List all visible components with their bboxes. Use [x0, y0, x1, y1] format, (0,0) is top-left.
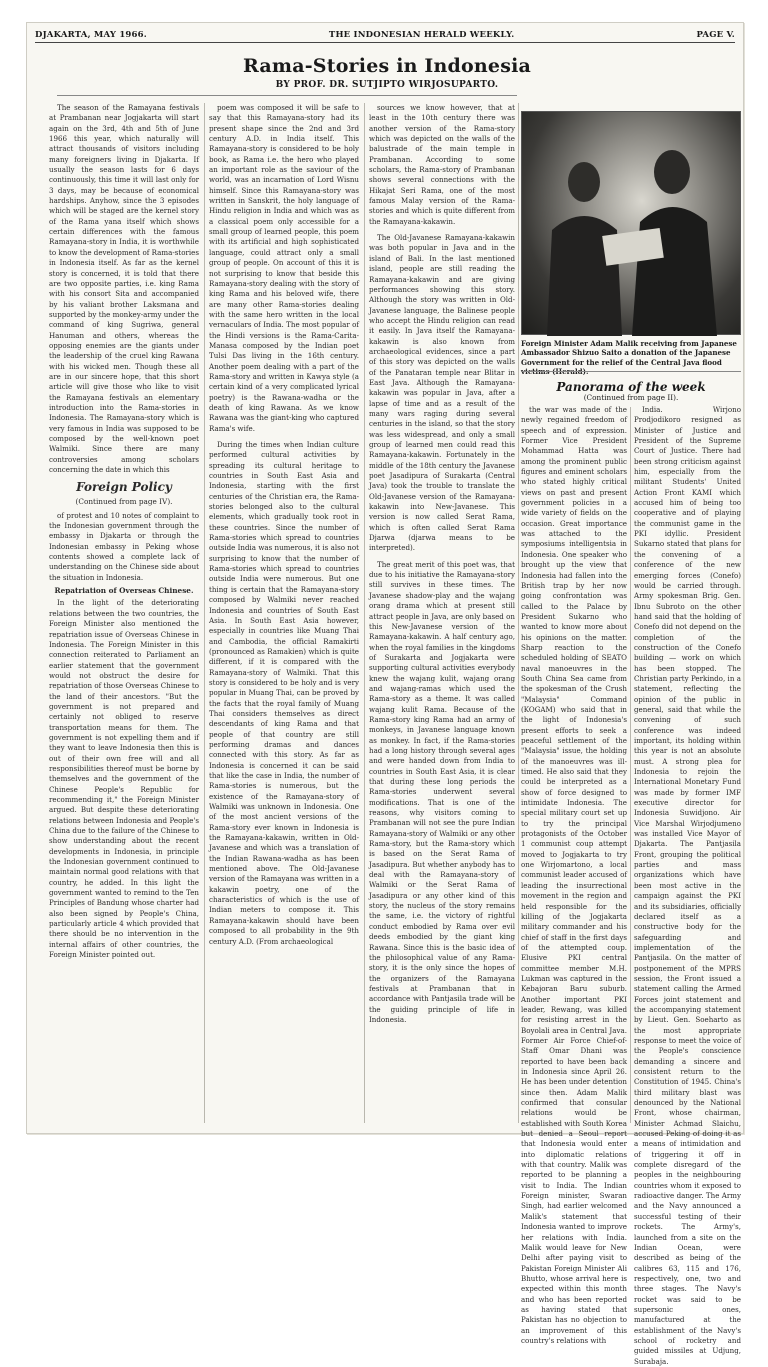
article-paragraph: The Old-Javanese Ramayana-kakawin was both popular in Java and in the island of Bali. In the last mentioned island, people are still reading the Ramayana-kakawin and are giving performances showing this story. Although the story was written in Old-Javanese language, the Balinese people who accept the Hindu religion can read it easily. In Java itself the Ramayana-kakawin is also known from archaeological evidences, since a part of this story was depicted on the walls of the Panataran temple near Blitar in East Java. Although the Ramayana-kakawin was popular in Java, after a lapse of time and as a result of the many wars raging during several centuries in the island, so that the story was less widespread, and only a small group of learned men could read this Ramayana-kakawin. Fortunately in the middle of the 18th century the Javanese poet Jasadipura of Surakarta (Central Java) took the trouble to translate the Old-Javanese version of the Ramayana-kakawin into New-Javanese. This version is now called Serat Rama, which is often called Serat Rama Djarwa (djarwa means to be interpreted). — [369, 233, 515, 553]
title-rule — [57, 95, 517, 96]
page-header — [35, 27, 735, 43]
photo-caption: Foreign Minister Adam Malik receiving from Japanese Ambassador Shizuo Saito a donation of the Japanese Government for the relief of the Central Java flood — [521, 339, 737, 367]
article-paragraph: The season of the Ramayana festivals at Prambanan near Jogjakarta will start again on the 3rd, 4th and 5th of June 1966 this year, which naturally will attract thousands of visitors including many foreigners living in Djakarta. If usually the season lasts for 6 days continuously, this time it will last only for 3 days, may be because of economical hardships. Anyhow, since the 3 episodes which will be staged are the kernel story of the Rama yana itself which shows certain differences with the famous Ramayana-story in India, it is worthwhile to know the development of Rama-stories in Indonesia itself. As far as the kernel story is concerned, it is told that there are two opposite parties, i.e. king Rama with his consort Sita and accompanied by his valiant brother Laksmana and supported by the monkey-army under the command of king Sugriwa, general Hanuman and others, whereas the opposing enemies are the giants under the leadership of the cruel king Rawana with his wicked men. Though these all are in our sincere hope, that this short article will give those who like to visit the Ramayana festivals an elementary introduction into the Rama-stories in Indonesia. The Ramayana-story which is very famous in India was supposed to be composed by the well-known poet Walmiki. Since there are many controversies among scholars concerning the date in which this — [49, 103, 199, 475]
section-title-panorama: Panorama of the week — [556, 380, 706, 394]
repatriation-subhead: Repatriation of Overseas Chinese. — [54, 586, 194, 596]
article-title: Rama-Stories in Indonesia — [242, 55, 532, 77]
header-dateline: DJAKARTA, MAY 1966. — [35, 29, 147, 40]
news-photo — [521, 111, 741, 335]
column-3 — [369, 103, 515, 1127]
column-divider — [630, 407, 631, 1123]
newspaper-page — [26, 22, 744, 1366]
header-masthead: THE INDONESIAN HERALD WEEKLY. — [328, 29, 515, 40]
section-rule — [521, 371, 741, 372]
repatriation-paragraph: In the light of the deteriorating relations between the two countries, the Foreign Minister also mentioned the repatriation issue of Overseas Chinese in Indonesia. The Foreign Minister in this connection reiterated to Parliament an earlier statement that the government would not obstruct the desire for repatriation of those Overseas Chinese to the land of their ancestors. "But the government is not prepared and certainly not obliged to reserve transportation means for them. The government is not expelling them and if they want to leave Indonesia then this is out of their own free will and all responsibilities thereof must be borne by themselves and the government of the Chinese People's Republic for recommending it," the Foreign Minister argued. But despite these deteriorating relations between Indonesia and People's China due to the failure of the Chinese to show understanding about the recent developments in Indonesia, in principle the Indonesian government continued to maintain normal good relations with that country, he added. In this light the government wanted to remind to the Ten Principles of Bandung whose charter had also been signed by People's China, particularly article 4 which provided that there should be no intervention in the internal affairs of other countries, the Foreign Minister pointed out. — [49, 598, 199, 960]
article-byline: BY PROF. DR. SUTJIPTO WIRJOSUPARTO. — [275, 80, 499, 90]
panorama-paragraph: India. Wirjono Prodjodikoro resigned as Minister of Justice and President of the Supreme Court of Justice. There had been strong criticism against him, especially from the militant Students' United Action Front KAMI which accused him of being too cooperative and of playing the communist game in the PKI idyllic. President Sukarno stated that plans for the convening of a conference of the new emerging forces (Conefo) would be carried through. Army spokesman Brig. Gen. Ibnu Subroto on the other hand said that the holding of Conefo did not depend on the completion of the construction of the Conefo building — work on which has been stopped. The Christian party Perkindo, in a statement, reflecting the opinion of the public in general, said that while the convening of such conference was indeed important, its holding within this year is not an absolute must. A strong plea for Indonesia to rejoin the International Monetary Fund was made by former IMF executive director for Indonesia Suwidjono. Air Vice Marshal Wirjodjumeno was installed Vice Mayor of Djakarta. The Pantjasila Front, grouping the political parties and mass organizations which have been most active in the campaign against the PKI and its subsidiaries, officially declared itself as a constructive body for the safeguarding and implementation of the Pantjasila. On the matter of postponement of the MPRS session, the Front issued a statement calling the Armed Forces joint statement and the accompanying statement by Lieut. Gen. Soeharto as the most appropriate response to meet the voice of the People's conscience demanding a sincere and consistent return to the Constitution of 1945. China's third military blast was denounced by the National Front, whose chairman, Minister Achmad Slaichu, accused Peking of doing it as a means of intimidation and of triggering it off in complete disregard of the peoples in the neighbouring countries whom it exposed to radioactive danger. The Army and the Navy announced a successful testing of their rockets. The Army's, launched from a site on the Indian Ocean, were described as being of the calibres 63, 115 and 176, respectively, one, two and three stages. The Navy's rocket was said to be supersonic ones, manufactured at the establishment of the Navy's school of rocketry and guided missiles at Udjung, Surabaja. — [634, 405, 741, 1366]
article-paragraph: sources we know however, that at least in the 10th century there was another version of the Rama-story which was depicted on the walls of the balustrade of the main temple in Prambanan. According to some scholars, the Rama-story of Prambanan shows several connections with the Hikajat Seri Rama, one of the most famous Malay version of the Rama-stories and which is quite different from the Ramayana-kakawin. — [369, 103, 515, 226]
foreign-policy-paragraph: of protest and 10 notes of complaint to the Indonesian government through the embassy in Djakarta or through the Indonesian embassy in Peking whose contents showed a complete lack of understanding on the Chinese side about the situation in Indonesia. — [49, 510, 199, 582]
column-1 — [49, 103, 199, 1127]
panorama-column-left — [521, 405, 627, 1345]
section-title-foreign-policy: Foreign Policy — [76, 480, 172, 495]
column-divider — [518, 103, 519, 1123]
article-paragraph: The great merit of this poet was, that due to his initiative the Ramayana-story still survives in these times. The Javanese shadow-play and the wajang orang drama which at present still attract people in Java, are only based on this New-Javanese version of the Ramayana-kakawin. A half century ago, when the royal families in the kingdoms of Surakarta and Jogjakarta were supporting cultural activities everybody knew the wajang kulit, wajang orang and wajang-ramas which used the Rama-story as a theme. It was called wajang kulit Rama. Because of the Rama-story king Rama had an army of monkeys, in Javanese language known as monkey. In fact, if the Rama-stories had a long history through several ages and were handed down from India to countries in South East Asia, it is clear that during these long periods the Rama-stories underwent several modifications. That is one of the reasons, why visitors coming to Prambanan will not see the pure Indian Ramayana-story of Walmiki or any other Rama-story, but the Rama-story which is based on the Serat Rama of Jasadipura. But whether anybody has to deal with the Ramayana-story of Walmiki or the Serat Rama of Jasadipura or any other kind of this story, the nucleus of the story remains the same, i.e. the victory of rightful conduct embodied by Rama over evil deeds embodied by the giant king Rawana. Since this is the basic idea of the philosophical value of any Rama-story, it is the only since the hopes of the organizers of the Ramayana festivals at Prambanan that in accordance with Pantjasila trade will be the guiding principle of life in Indonesia. — [369, 559, 515, 1024]
article-paragraph: poem was composed it will be safe to say that this Ramayana-story had its present shape since the 2nd and 3rd century A.D. in India itself. This Ramayana-story is considered to be holy book, as Rama i.e. the hero who played an important role as the saviour of the world, was an incarnation of Lord Wisnu himself. Since this Ramayana-story was written in Sanskrit, the holy language of Hindu religion in India and which was as a classical poem only accessible for a small group of learned people, this poem with its artificial and high sophisticated language, could attract only a small group of people. On account of this it is not surprising to know that beside this Ramayana-story dealing with the story of king Rama and his beloved wife, there are many other Rama-stories dealing with the same hero written in the local vernaculars of India. The most popular of the Hindi versions is the Rama-Carita-Manasa composed by the Indian poet Tulsi Das living in the 16th century. Another poem dealing with a part of the Rama-story and written in Kawya style (a certain kind of a very complicated lyrical poetry) is the Rawana-wadha or the death of king Rawana. As we know Rawana was the giant-king who captured Rama's wife. — [209, 103, 359, 433]
column-divider — [364, 103, 365, 1123]
continued-note: (Continued from page II). — [583, 393, 679, 402]
article-paragraph: During the times when Indian culture performed cultural activities by spreading its cultural heritage to countries in South East Asia and Indonesia, starting with the first centuries of the Christian era, the Rama-stories belonged also to the cultural elements, which gradually took root in these countries. Since the number of Rama-stories which spread to countries outside India was numerous, it is also not surprising to know that the number of Rama-stories which spread to countries outside India were numerous. But one thing is certain that the Ramayana-story composed by Walmiki never reached Indonesia and countries of South East Asia. In South East Asia however, especially in countries like Muang Thai and Cambodia, the official Ramakirti (pronounced as Ramakien) which is quite different, if it is compared with the Ramayana-story of Walmiki. That this story is considered to be holy and is very popular in Muang Thai, can be proved by the facts that the royal family of Muang Thai considers themselves as direct descendants of king Rama and that people of that country are still performing dramas and dances connected with this story. As far as Indonesia is concerned it can be said that like the case in India, the number of Rama-stories is numerous, but the existence of the Ramayana-story of Walmiki was unknown in Indonesia. One of the most ancient versions of the Rama-story ever known in Indonesia is the Ramayana-kakawin, written in Old-Javanese and which was a translation of the Indian Rawana-wadha as has been mentioned above. The Old-Javanese version of the Ramayana was written in a kakawin poetry, one of the characteristics of which is the use of Indian meters to compose it. This Ramayana-kakawin should have been composed to all probability in the 9th century A.D. (From archaeological — [209, 440, 359, 946]
panorama-column-right — [634, 405, 741, 1366]
header-page-number: PAGE V. — [696, 29, 735, 40]
panorama-paragraph: the war was made of the newly regained freedom of speech and of expression. Former Vice President Mohammad Hatta was among the prominent public figures and eminent scholars who stated highly critical views on past and present government policies in a wide variety of fields on the occasion. Great importance was attached to the symposiums intelligentsia in Indonesia. One speaker who brought up the view that Indonesia had fallen into the British trap by her now going confrontation was called to the Palace by President Sukarno who wanted to know more about his opinions on the matter. Sharp reaction to the scheduled holding of SEATO naval manoeuvres in the South China Sea came from the spokesman of the Crush "Malaysia" Command (KOGAM) who said that in the light of Indonesia's present efforts to seek a peaceful settlement of the "Malaysia" issue, the holding of the manoeuvres was ill-timed. He also said that they could be interpreted as a show of force designed to intimidate Indonesia. The special military court set up to try the principal protagonists of the October 1 communist coup attempt moved to Jogjakarta to try one Wirjomartono, a local communist leader accused of leading the insurrectional movement in the region and held responsible for the killing of the Jogjakarta military commander and his chief of staff in the first days of the attempted coup. Elusive PKI central committee member M.H. Lukman was captured in the Kebajoran Baru suburb. Another important PKI leader, Rewang, was killed for resisting arrest in the Boyolali area in Central Java. Former Air Force Chief-of-Staff Omar Dhani was reported to have been back in Indonesia since April 26. He has been under detention since then. Adam Malik confirmed that consular relations would be established with South Korea but denied a Seoul report that Indonesia would enter into diplomatic relations with that country. Malik was reported to be planning a visit to India. The Indian Foreign minister, Swaran Singh, had earlier welcomed Malik's statement that Indonesia wanted to improve her relations with India. Malik would leave for New Delhi after paying visit to Pakistan Foreign Minister Ali Bhutto, whose arrival here is expected within this month and who has been reported as having stated that Pakistan has no objection to an improvement of this country's relations with — [521, 405, 627, 1345]
photo-figures-image — [522, 112, 742, 336]
column-divider — [204, 103, 205, 1123]
column-2 — [209, 103, 359, 1127]
continued-note: (Continued from page IV). — [75, 497, 173, 507]
